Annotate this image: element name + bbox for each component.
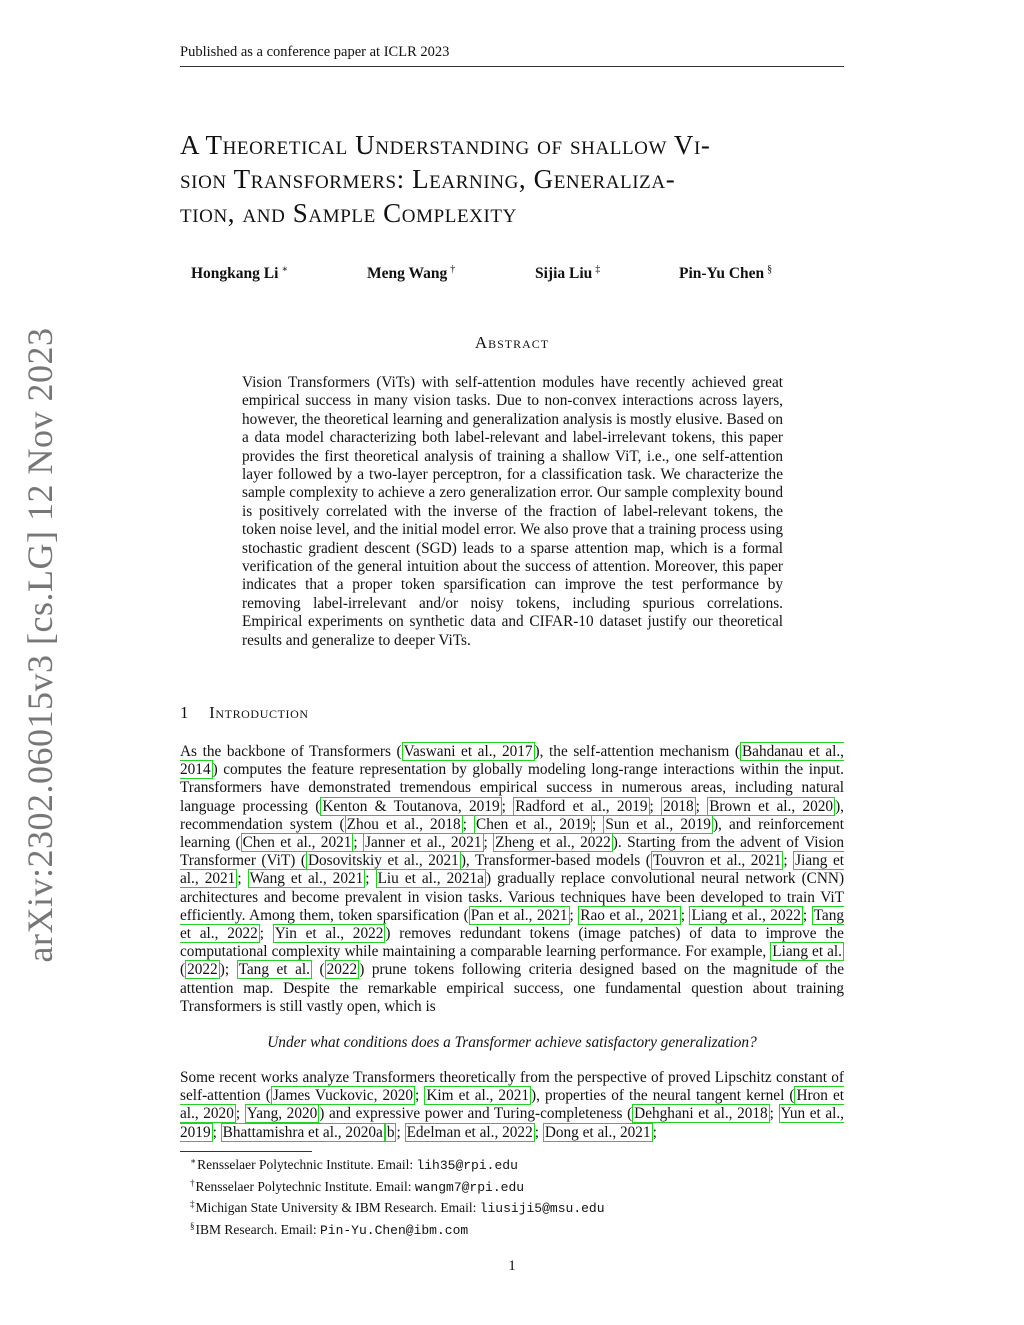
citation-link[interactable]: 2022 — [326, 961, 358, 979]
abstract-heading: Abstract — [474, 333, 550, 352]
citation-link[interactable]: Liu et al., 2021a — [377, 870, 484, 888]
author-name: Sijia Liu — [535, 265, 593, 282]
citation-link[interactable]: b — [386, 1123, 395, 1141]
author-1 — [191, 264, 288, 283]
citation-link[interactable]: Wang et al., 2021 — [249, 870, 364, 888]
citation-link[interactable]: Rao et al., 2021 — [580, 906, 679, 924]
footnote-rule — [180, 1151, 312, 1152]
page-number: 1 — [508, 1258, 516, 1274]
author-name: Hongkang Li — [191, 265, 279, 282]
citation-link[interactable]: Dehghani et al., 2018 — [634, 1105, 768, 1123]
citation-link[interactable]: Jiang et al., 2021 — [180, 852, 845, 888]
author-mark: § — [767, 264, 773, 275]
footnote: †Rensselaer Polytechnic Institute. Email: wangm7@rpi.edu — [190, 1177, 525, 1195]
abstract-text: Vision Transformers (ViTs) with self-attention modules have recently achieved great empirical success in many vision tasks. Due to non-convex interactions across layers, however, the theoretical learning and generalization analysis is mostly elusive. Based on a data model characterizing both label-relevant and label-irrelevant tokens, this paper provides the first theoretical analysis of training a shallow ViT, i.e., one self-attention layer followed by a two-layer perceptron, for a classification task. We characterize the sample complexity to achieve a zero generalization error. Our sample complexity bound is positively correlated with the inverse of the fraction of label-relevant tokens, the token noise level, and the initial model error. We also prove that a training process using stochastic gradient descent (SGD) leads to a sparse attention map, which is a formal verification of the general intuition about the success of attention. Moreover, this paper indicates that a proper token sparsification can improve the test performance by removing label-irrelevant and/or noisy tokens, including spurious correlations. Empirical experiments on synthetic data and CIFAR-10 dataset justify our theoretical results and generalize to deeper ViTs. — [242, 374, 783, 649]
author-name: Meng Wang — [367, 265, 448, 282]
citation-link[interactable]: Zheng et al., 2022 — [495, 834, 611, 852]
citation-link[interactable]: James Vuckovic, 2020 — [272, 1087, 414, 1105]
email-link[interactable]: liusiji5@msu.edu — [479, 1201, 605, 1216]
paper-title — [180, 128, 844, 230]
citation-link[interactable]: Vaswani et al., 2017 — [403, 743, 533, 760]
footnote: ‡Michigan State University & IBM Research. Email: liusiji5@msu.edu — [190, 1199, 605, 1216]
citation-link[interactable]: Tang et al. — [238, 961, 310, 979]
citation-link[interactable]: Radford et al., 2019 — [515, 797, 648, 815]
citation-link[interactable]: Brown et al., 2020 — [709, 797, 834, 815]
email-link[interactable]: Pin-Yu.Chen@ibm.com — [319, 1222, 469, 1238]
section-title: Introduction — [209, 703, 309, 722]
author-3 — [535, 264, 600, 283]
header-rule — [180, 66, 844, 67]
title-line-3: tion, and Sample Complexity — [180, 198, 517, 228]
author-mark: † — [450, 264, 456, 275]
citation-link[interactable]: Yun et al., 2019 — [180, 1105, 845, 1141]
author-mark: ‡ — [595, 264, 601, 275]
citation-link[interactable]: Dosovitskiy et al., 2021 — [307, 852, 459, 870]
citation-link[interactable]: Yang, 2020 — [246, 1105, 318, 1123]
citation-link[interactable]: Liang et al. — [772, 943, 842, 961]
citation-link[interactable]: Edelman et al., 2022 — [406, 1123, 533, 1141]
citation-link[interactable]: Tang et al., 2022 — [180, 906, 845, 943]
citation-link[interactable]: Liang et al., 2022 — [691, 906, 801, 924]
citation-link[interactable]: Yin et al., 2022 — [274, 925, 384, 943]
email-link[interactable]: wangm7@rpi.edu — [414, 1179, 525, 1195]
citation-link[interactable]: Dong et al., 2021 — [544, 1123, 651, 1141]
email-link[interactable]: lih35@rpi.edu — [416, 1158, 518, 1173]
title-line-1: A Theoretical Understanding of shallow Vi- — [180, 130, 711, 160]
section-number: 1 — [180, 703, 190, 722]
author-4 — [679, 264, 772, 283]
citation-link[interactable]: Touvron et al., 2021 — [652, 852, 782, 870]
citation-link[interactable]: Hron et al., 2020 — [180, 1087, 844, 1123]
intro-paragraph-1: As the backbone of Transformers ( Vaswani et al., 2017 ), the self-attention mechanism ( Bahdanau et al., 2014 ) computes the feature representation by globally modeling long-range interactions within the input. Transformers have demonstrated tremendous empirical success in numerous areas, including natural language processing ( Kenton & Toutanova, 2019 ; Radford et al., 2019 ; 2018 ; Brown et al., 2020 ), recommendation system ( Zhou et al., 2018 ; Chen et al., 2019 ; Sun et al., 2019 ), and reinforcement learning ( Chen et al., 2021 ; Janner et al., 2021 ; Zheng et al., 2022 ). Starting from the advent of Vision Transformer (ViT) ( Dosovitskiy et al., 2021 ), Transformer-based models ( Touvron et al., 2021 ; Jiang et al., 2021 ; Wang et al., 2021 ; Liu et al., 2021a ) gradually replace convolutional neural network (CNN) architectures and become prevalent in vision tasks. Various techniques have been developed to train ViT efficiently. Among them, token sparsification ( Pan et al., 2021 ; Rao et al., 2021 ; Liang et al., 2022 ; Tang et al., 2022 ; Yin et al., 2022 ) removes redundant tokens (image patches) of data to improve the computational complexity while maintaining a comparable learning performance. For example, Liang et al. ( 2022 ); Tang et al. ( 2022 ) prune tokens following criteria designed based on the magnitude of the attention map. Despite the remarkable empirical success, one fundamental question about training Transformers is still vastly open, which is — [180, 743, 845, 1015]
citation-link[interactable]: Bhattamishra et al., 2020a — [222, 1123, 383, 1141]
footnote: ∗Rensselaer Polytechnic Institute. Email: lih35@rpi.edu — [190, 1156, 518, 1173]
citation-link[interactable]: Zhou et al., 2018 — [346, 815, 461, 833]
citation-link[interactable]: Bahdanau et al., 2014 — [180, 743, 845, 779]
author-2 — [367, 264, 455, 283]
research-question: Under what conditions does a Transformer achieve satisfactory generalization? — [267, 1034, 757, 1051]
citation-link[interactable]: Sun et al., 2019 — [605, 815, 711, 833]
citation-link[interactable]: Chen et al., 2019 — [476, 815, 591, 833]
citation-link[interactable]: Kenton & Toutanova, 2019 — [322, 797, 500, 815]
section-heading — [180, 703, 309, 723]
citation-link[interactable]: 2018 — [663, 797, 694, 815]
footnotes — [190, 1153, 605, 1239]
title-line-2: sion Transformers: Learning, Generaliza- — [180, 164, 676, 194]
citation-link[interactable]: 2022 — [187, 961, 218, 979]
citation-link[interactable]: Chen et al., 2021 — [242, 834, 352, 852]
citation-link[interactable]: Pan et al., 2021 — [470, 906, 568, 924]
citation-link[interactable]: Kim et al., 2021 — [426, 1087, 530, 1105]
citation-link[interactable]: Janner et al., 2021 — [365, 834, 482, 852]
footnote: §IBM Research. Email: Pin-Yu.Chen@ibm.com — [190, 1220, 469, 1238]
arxiv-stamp-text: arXiv:2302.06015v3 [cs.LG] 12 Nov 2023 — [20, 327, 60, 963]
arxiv-stamp — [10, 327, 70, 963]
author-mark: ∗ — [281, 264, 289, 275]
running-header: Published as a conference paper at ICLR 2023 — [180, 44, 450, 60]
author-name: Pin-Yu Chen — [679, 265, 765, 282]
intro-paragraph-2: Some recent works analyze Transformers theoretically from the perspective of proved Lipschitz constant of self-attention ( James Vuckovic, 2020 ; Kim et al., 2021 ), properties of the neural tangent kernel ( Hron et al., 2020 ; Yang, 2020 ) and expressive power and Turing-completeness ( Dehghani et al., 2018 ; Yun et al., 2019 ; Bhattamishra et al., 2020a b ; Edelman et al., 2022 ; Dong et al., 2021 ; — [180, 1069, 845, 1141]
